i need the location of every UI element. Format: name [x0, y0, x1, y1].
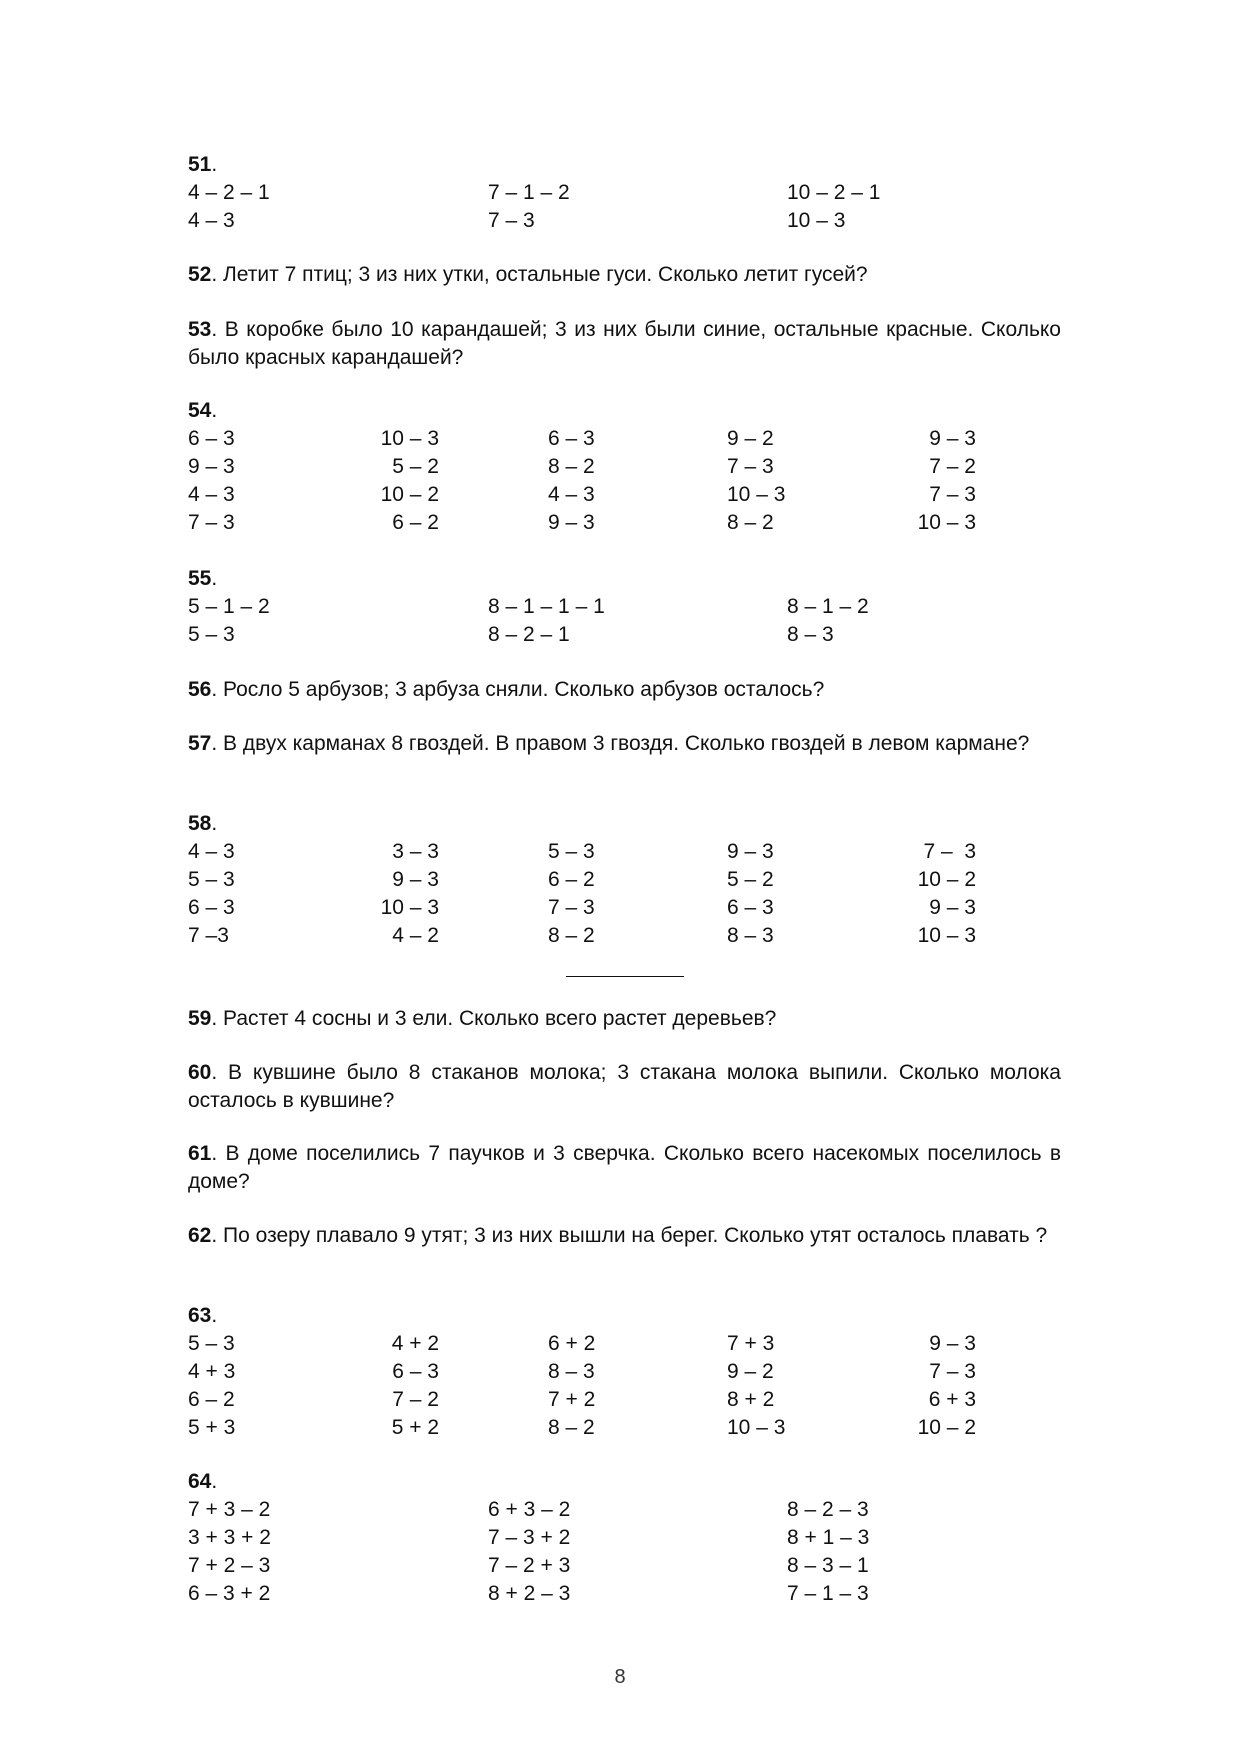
task-60 [188, 1059, 1061, 1115]
task-52 [188, 261, 1061, 289]
task-text: . В доме поселились 7 паучков и 3 сверчка. Сколько всего насекомых поселилось в доме? [188, 1142, 1061, 1193]
expression-row [188, 866, 1061, 894]
expression-row [188, 1414, 1061, 1442]
expression: 7 – 3 [929, 1360, 976, 1383]
task-number: 55 [188, 567, 212, 590]
task-number: 63 [188, 1304, 212, 1327]
expression: 4 – 2 [392, 924, 439, 947]
expression-row [188, 593, 1061, 621]
expression: 7 – 3 [929, 483, 976, 506]
expression: 10 – 3 [787, 209, 846, 232]
expression: 4 + 3 [188, 1360, 236, 1383]
expression: 4 + 2 [391, 1332, 439, 1355]
expression-row [188, 1552, 1061, 1580]
expression: 8 + 2 [727, 1388, 775, 1411]
expression: 8 – 1 – 1 – 1 [488, 595, 605, 618]
expression: 4 – 2 – 1 [188, 181, 270, 204]
expression: 5 – 1 – 2 [188, 595, 270, 618]
expression: 7 – 3 [548, 896, 595, 919]
expression: 8 – 3 [727, 924, 774, 947]
task-63: 63. 5 – 3 4 + 2 6 + 2 7 + 3 9 – 3 4 + 3 6 – 3 8 – 3 9 – 2 7 – 3 6 – 2 7 – 2 7 + 2 8 + 2 6 + 3 5 + 3 5 + 2 8 – 2 10 – 3 10 – 2 [188, 1302, 1061, 1442]
expression: 9 – 2 [727, 1360, 774, 1383]
task-62 [188, 1222, 1061, 1250]
task-59 [188, 1005, 1061, 1033]
expression: 7 – 3 [188, 511, 235, 534]
task-text: . В двух карманах 8 гвоздей. В правом 3 гвоздя. Сколько гвоздей в левом кармане? [211, 732, 1030, 755]
task-number: 51 [188, 153, 212, 176]
expression: 10 – 2 – 1 [787, 181, 881, 204]
expression: 7 – 1 – 3 [787, 1582, 869, 1605]
expression: 7 + 2 [548, 1388, 596, 1411]
expression-row [188, 207, 1061, 235]
expression: 6 + 3 – 2 [488, 1498, 571, 1521]
expression-row [188, 621, 1061, 649]
expression: 8 – 2 [548, 455, 595, 478]
expression-row [188, 894, 1061, 922]
expression: 6 – 2 [392, 511, 439, 534]
expression: 7 – 3 [923, 840, 976, 863]
task-number: 62 [188, 1224, 212, 1247]
expression: 4 – 3 [548, 483, 595, 506]
task-61 [188, 1140, 1061, 1196]
expression: 8 + 2 – 3 [488, 1582, 571, 1605]
expression-row [188, 481, 1061, 509]
expression-row [188, 453, 1061, 481]
expression: 5 – 3 [548, 840, 595, 863]
expression-row [188, 1386, 1061, 1414]
expression: 9 – 3 [929, 896, 976, 919]
task-number: 57 [188, 732, 212, 755]
expression: 9 – 3 [929, 427, 976, 450]
expression: 6 + 2 [548, 1332, 596, 1355]
task-number: 52 [188, 263, 212, 286]
task-57 [188, 730, 1061, 758]
expression: 6 – 3 [188, 896, 235, 919]
expression: 10 – 3 [727, 483, 786, 506]
task-number: 54 [188, 399, 212, 422]
expression: 6 – 3 [727, 896, 774, 919]
expression-row [188, 838, 1061, 866]
expression-row [188, 509, 1061, 537]
expression: 3 + 3 + 2 [188, 1526, 271, 1549]
expression: 5 – 2 [727, 868, 774, 891]
expression: 6 – 3 + 2 [188, 1582, 271, 1605]
expression: 4 – 3 [188, 483, 235, 506]
expression: 8 – 2 – 1 [488, 623, 570, 646]
expression-row [188, 922, 1061, 950]
expression: 9 – 3 [392, 868, 439, 891]
expression: 5 – 2 [392, 455, 439, 478]
task-54: 54. 6 – 3 10 – 3 6 – 3 9 – 2 9 – 3 9 – 3 5 – 2 8 – 2 7 – 3 7 – 2 4 – 3 10 – 2 4 – 3 10 – 3 7 – 3 7 – 3 6 – 2 9 – 3 8 – 2 10 – 3 [188, 397, 1061, 537]
expression: 10 – 2 [380, 483, 439, 506]
expression: 10 – 3 [727, 1416, 786, 1439]
task-text: . По озеру плавало 9 утят; 3 из них вышли на берег. Сколько утят осталось плавать ? [211, 1224, 1048, 1247]
expression: 7 + 3 – 2 [188, 1498, 271, 1521]
expression: 7 – 3 + 2 [488, 1526, 571, 1549]
task-text: . В коробке было 10 карандашей; 3 из них были синие, остальные красные. Сколько было красных карандашей? [188, 318, 1061, 369]
task-55: 55. 5 – 1 – 2 8 – 1 – 1 – 1 8 – 1 – 2 5 – 3 8 – 2 – 1 8 – 3 [188, 565, 1061, 649]
task-58: 58. 4 – 3 3 – 3 5 – 3 9 – 3 7 – 3 5 – 3 9 – 3 6 – 2 5 – 2 10 – 2 6 – 3 10 – 3 7 – 3 6 – 3 9 – 3 7 –3 4 – 2 8 – 2 8 – 3 10 – 3 [188, 810, 1061, 950]
expression: 7 – 2 + 3 [488, 1554, 571, 1577]
expression: 8 – 3 [548, 1360, 595, 1383]
expression: 9 – 2 [727, 427, 774, 450]
expression: 10 – 3 [380, 896, 439, 919]
expression: 5 – 3 [188, 623, 235, 646]
expression: 5 + 3 [188, 1416, 236, 1439]
expression: 6 – 3 [548, 427, 595, 450]
expression: 10 – 2 [917, 1416, 976, 1439]
expression: 6 – 3 [392, 1360, 439, 1383]
expression-row [188, 1330, 1061, 1358]
expression: 7 –3 [188, 924, 229, 947]
expression: 10 – 2 [917, 868, 976, 891]
expression: 7 + 2 – 3 [188, 1554, 271, 1577]
task-text: . Летит 7 птиц; 3 из них утки, остальные гуси. Сколько летит гусей? [211, 263, 868, 286]
expression: 8 – 2 [727, 511, 774, 534]
expression: 7 – 1 – 2 [488, 181, 570, 204]
task-number: 56 [188, 678, 212, 701]
expression: 8 – 2 [548, 1416, 595, 1439]
expression: 10 – 3 [917, 511, 976, 534]
expression: 4 – 3 [188, 209, 235, 232]
expression-row [188, 1358, 1061, 1386]
expression: 8 – 2 [548, 924, 595, 947]
page-number: 8 [614, 1666, 626, 1688]
expression-row [188, 179, 1061, 207]
expression: 6 – 3 [188, 427, 235, 450]
task-number: 53 [188, 318, 212, 341]
expression-row [188, 1580, 1061, 1608]
expression: 8 – 2 – 3 [787, 1498, 869, 1521]
expression: 6 – 2 [548, 868, 595, 891]
expression: 5 – 3 [188, 1332, 235, 1355]
expression: 7 – 2 [929, 455, 976, 478]
expression: 4 – 3 [188, 840, 235, 863]
task-text: . В кувшине было 8 стаканов молока; 3 стакана молока выпили. Сколько молока осталось в кувшине? [188, 1061, 1061, 1112]
task-56 [188, 676, 1061, 704]
expression: 7 + 3 [727, 1332, 775, 1355]
task-number: 59 [188, 1007, 212, 1030]
expression: 9 – 3 [188, 455, 235, 478]
expression-row [188, 425, 1061, 453]
task-64: 64. 7 + 3 – 2 6 + 3 – 2 8 – 2 – 3 3 + 3 + 2 7 – 3 + 2 8 + 1 – 3 7 + 2 – 3 7 – 2 + 3 8 – 3 – 1 6 – 3 + 2 8 + 2 – 3 7 – 1 – 3 [188, 1468, 1061, 1608]
expression-row [188, 1496, 1061, 1524]
section-divider [566, 976, 684, 977]
expression: 7 – 3 [488, 209, 535, 232]
expression: 8 – 1 – 2 [787, 595, 869, 618]
expression: 7 – 2 [392, 1388, 439, 1411]
task-number: 61 [188, 1142, 212, 1165]
task-number: 60 [188, 1061, 212, 1084]
expression: 5 – 3 [188, 868, 235, 891]
expression: 5 + 2 [391, 1416, 439, 1439]
expression: 8 – 3 – 1 [787, 1554, 869, 1577]
task-51: 51. 4 – 2 – 1 7 – 1 – 2 10 – 2 – 1 4 – 3 7 – 3 10 – 3 [188, 151, 1061, 235]
expression: 9 – 3 [548, 511, 595, 534]
expression: 6 + 3 [928, 1388, 976, 1411]
expression: 6 – 2 [188, 1388, 235, 1411]
expression: 10 – 3 [380, 427, 439, 450]
expression: 10 – 3 [917, 924, 976, 947]
expression-row [188, 1524, 1061, 1552]
task-text: . Растет 4 сосны и 3 ели. Сколько всего растет деревьев? [211, 1007, 777, 1030]
expression: 7 – 3 [727, 455, 774, 478]
expression: 8 – 3 [787, 623, 834, 646]
task-53 [188, 316, 1061, 372]
expression: 9 – 3 [727, 840, 774, 863]
expression: 9 – 3 [929, 1332, 976, 1355]
expression: 3 – 3 [392, 840, 439, 863]
task-number: 64 [188, 1470, 212, 1493]
task-text: . Росло 5 арбузов; 3 арбуза сняли. Сколько арбузов осталось? [211, 678, 825, 701]
task-number: 58 [188, 812, 212, 835]
expression: 8 + 1 – 3 [787, 1526, 870, 1549]
